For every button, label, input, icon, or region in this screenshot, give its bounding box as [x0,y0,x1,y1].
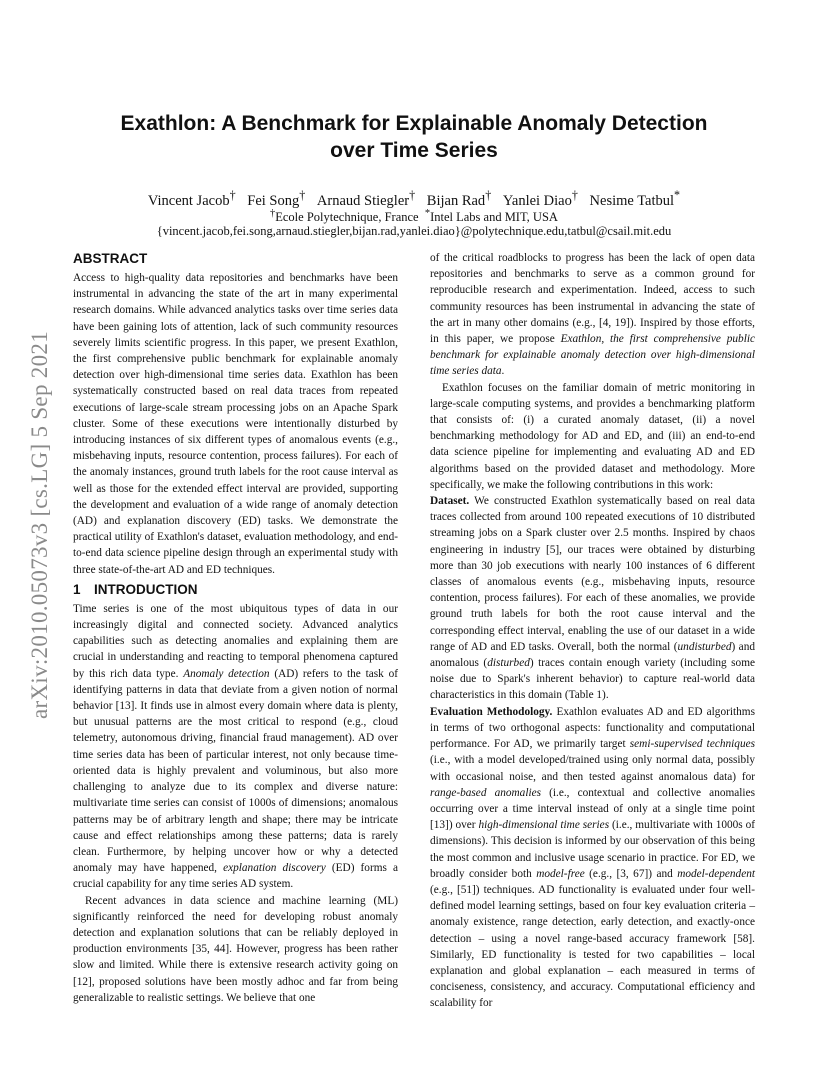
affiliation-mark: † [270,208,276,219]
text-run: Exathlon evaluates AD and ED algorithms in terms of two orthogonal aspects: functionality and computational performance. For AD, we primarily target [430,705,755,751]
text-run: of the critical roadblocks to progress has been the lack of open data repositories and benchmarks to serve as a common ground for reproducible research and experimentation. Indeed, access to such community resources has been instrumental in advancing the state of the art in many other domains (e.g., [4, 19]). Inspired by those efforts, in this paper, we propose [430,252,755,346]
author-name: Vincent Jacob [147,192,230,209]
author-name: Arnaud Stiegler [316,192,410,209]
emphasis-range-based-anomalies: range-based anomalies [430,786,542,799]
text-run: ) and anomalous ( [430,640,755,670]
affiliation-mark: * [424,208,431,219]
section-title: INTRODUCTION [94,581,198,597]
text-run: We constructed Exathlon systematically based on real data traces collected from around 100 repeated executions of 10 distributed streaming jobs on a Spark cluster over 2.5 months. Inspired by chaos engineering in industry [5], our traces were obtained by disturbing more than 30 job executions with nearly 100 instances of 6 different classes of anomalous events (e.g., misbehaving inputs, resource contention, process failures). For each of these anomalies, we provide ground truth labels for both the root cause interval and the corresponding effect interval, enabling the use of our dataset in a wide range of AD and ED tasks. Overall, both the normal ( [430,495,755,653]
abstract-heading: ABSTRACT [73,251,148,266]
author-emails: {vincent.jacob,fei.song,arnaud.stiegler,bijan.rad,yanlei.diao}@polytechnique.edu,tatbul@csail.mit.edu [156,224,672,238]
text-run: (i.e., multivariate with 1000s of dimensions). This decision is informed by our observation of this being the most common and inclusive usage scenario in practice. For ED, we broadly consider both [430,819,755,880]
author-affiliation-mark: † [571,188,578,202]
introduction-paragraph-2: Recent advances in data science and machine learning (ML) significantly reinforced the need for developing robust anomaly detection and explanation solutions that can be reliably deployed in production environments [35, 44]. However, progress has been rather slow and limited. While there is extensive research activity going on [12], proposed solutions have been mostly adhoc and far from being generalizable to realistic settings. We believe that one [73,894,398,1004]
author-name: Nesime Tatbul [589,192,675,209]
paper-title [74,110,754,164]
text-run: (AD) refers to the task of identifying patterns in data that deviate from a given notion of normal behavior [13]. It finds use in almost every domain where data is plenty, but unusual patterns are the most critical to respond (e.g., cloud telemetry, autonomous driving, financial fraud management). AD over time series data has been of particular interest, not only because time-oriented data is highly prevalent and voluminous, but also more challenging to analyze due to its complex and diverse nature: multivariate time series can consist of 1000s of dimensions; anomalous patterns may be of arbitrary length and shape; there may be intricate cause and effect relationships among these patterns; data is rarely clean. Furthermore, by helping uncover how or why a detected anomaly may have happened, [73,667,398,875]
arxiv-identifier-stamp [20,290,60,760]
run-in-heading-dataset: Dataset. [430,495,470,508]
affiliation-ecole-polytechnique: Ecole Polytechnique, France [275,210,419,225]
author-name: Yanlei Diao [502,192,572,209]
arxiv-identifier-text: arXiv:2010.05073v3 [cs.LG] 5 Sep 2021 [27,331,52,719]
author-affiliation-mark: † [409,188,416,202]
author-affiliation-mark: † [485,188,492,202]
emphasis-explanation-discovery: explanation discovery [223,862,326,875]
author-name: Bijan Rad [426,192,486,209]
text-run: (ED) forms a crucial capability for any time series AD system. [73,862,398,891]
paper-title-line-1: Exathlon: A Benchmark for Explainable Anomaly Detection [120,112,708,135]
paper-title-line-2: over Time Series [330,139,498,162]
text-run: (i.e., with a model developed/trained using only normal data, possibly with occasional noise, and then tested against anomalous data) for [430,754,755,783]
author-affiliation-mark: † [299,188,306,202]
text-run: (e.g., [51]) techniques. AD functionality is evaluated under four well-defined model learning settings, based on four key evaluation criteria – anomaly existence, range detection, early detection, and exactly-once detection – using a novel range-based accuracy framework [58]. Similarly, ED functionality is tested for two capabilities – local explanation and global explanation – each measured in terms of conciseness, consistency, and accuracy. Computational efficiency and scalability for [430,883,755,1010]
affiliation-intel-mit: Intel Labs and MIT, USA [430,210,558,225]
emphasis-semi-supervised: semi-supervised techniques [629,738,755,751]
text-run: . [501,365,505,378]
right-paragraph-2: Exathlon focuses on the familiar domain of metric monitoring in large-scale computing systems, and provides a benchmarking platform that consists of: (i) a curated anomaly dataset, (ii) a novel benchmarking methodology for AD and ED, and (iii) an end-to-end data science pipeline for implementing and evaluating AD and ED algorithms based on the provided dataset and methodology. More specifically, we make the following contributions in this work: [430,381,755,491]
run-in-heading-evaluation: Evaluation Methodology. [430,705,553,718]
introduction-paragraph-1 [73,601,398,893]
emphasis-model-dependent: model-dependent [677,867,755,880]
emphasis-contribution-statement: Exathlon, the first comprehensive public benchmark for explainable anomaly detection over high-dimensional time series data [430,333,755,378]
evaluation-paragraph [430,704,755,1012]
right-paragraph-1 [430,250,755,380]
emphasis-model-free: model-free [536,867,585,880]
right-column [430,250,755,1012]
author-name: Fei Song [247,192,300,209]
emphasis-disturbed: disturbed [487,657,530,670]
introduction-heading [73,581,398,599]
emphasis-high-dimensional: high-dimensional time series [478,819,610,832]
author-affiliation-mark: † [229,188,236,202]
text-run: ) traces contain enough variety (including some noise due to Spark's inherent behavior) to capture real-world data characteristics in this domain (Table 1). [430,657,755,702]
text-run: (e.g., [3, 67]) and [584,867,678,880]
author-affiliation-mark: * [674,188,681,202]
section-number: 1 [73,581,81,597]
text-run: Time series is one of the most ubiquitous types of data in our increasingly digital and connected society. Advanced analytics capabilities such as detecting anomalies and explaining them are crucial in understanding and reacting to temporal phenomena captured by this rich data type. [73,602,398,680]
emphasis-undisturbed: undisturbed [677,640,732,653]
emphasis-anomaly-detection: Anomaly detection [183,667,270,680]
abstract-text: Access to high-quality data repositories and benchmarks have been instrumental in advancing the state of the art in many experimental research domains. While advanced analytics tasks over time series data have been gaining lots of attention, lack of such community resources severely limits scientific progress. In this paper, we present Exathlon, the first comprehensive public benchmark for explainable anomaly detection over high-dimensional time series data. Exathlon has been systematically constructed based on real data traces from repeated executions of large-scale stream processing jobs on an Apache Spark cluster. Some of these executions were intentionally disturbed by introducing instances of six different types of anomalous events (e.g., misbehaving inputs, resource contention, process failures). For each of the anomaly instances, ground truth labels for the root cause interval as well as those for the extended effect interval are provided, supporting the development and evaluation of a wide range of anomaly detection (AD) and explanation discovery (ED) tasks. We demonstrate the practical utility of Exathlon's dataset, evaluation methodology, and end-to-end data science pipeline design through an experimental study with three state-of-the-art AD and ED techniques. [73,272,398,576]
left-column [73,250,398,1006]
text-run: (i.e., contextual and collective anomalies occurring over a time interval instead of only at a single time point [13]) over [430,786,755,832]
dataset-paragraph [430,493,755,704]
